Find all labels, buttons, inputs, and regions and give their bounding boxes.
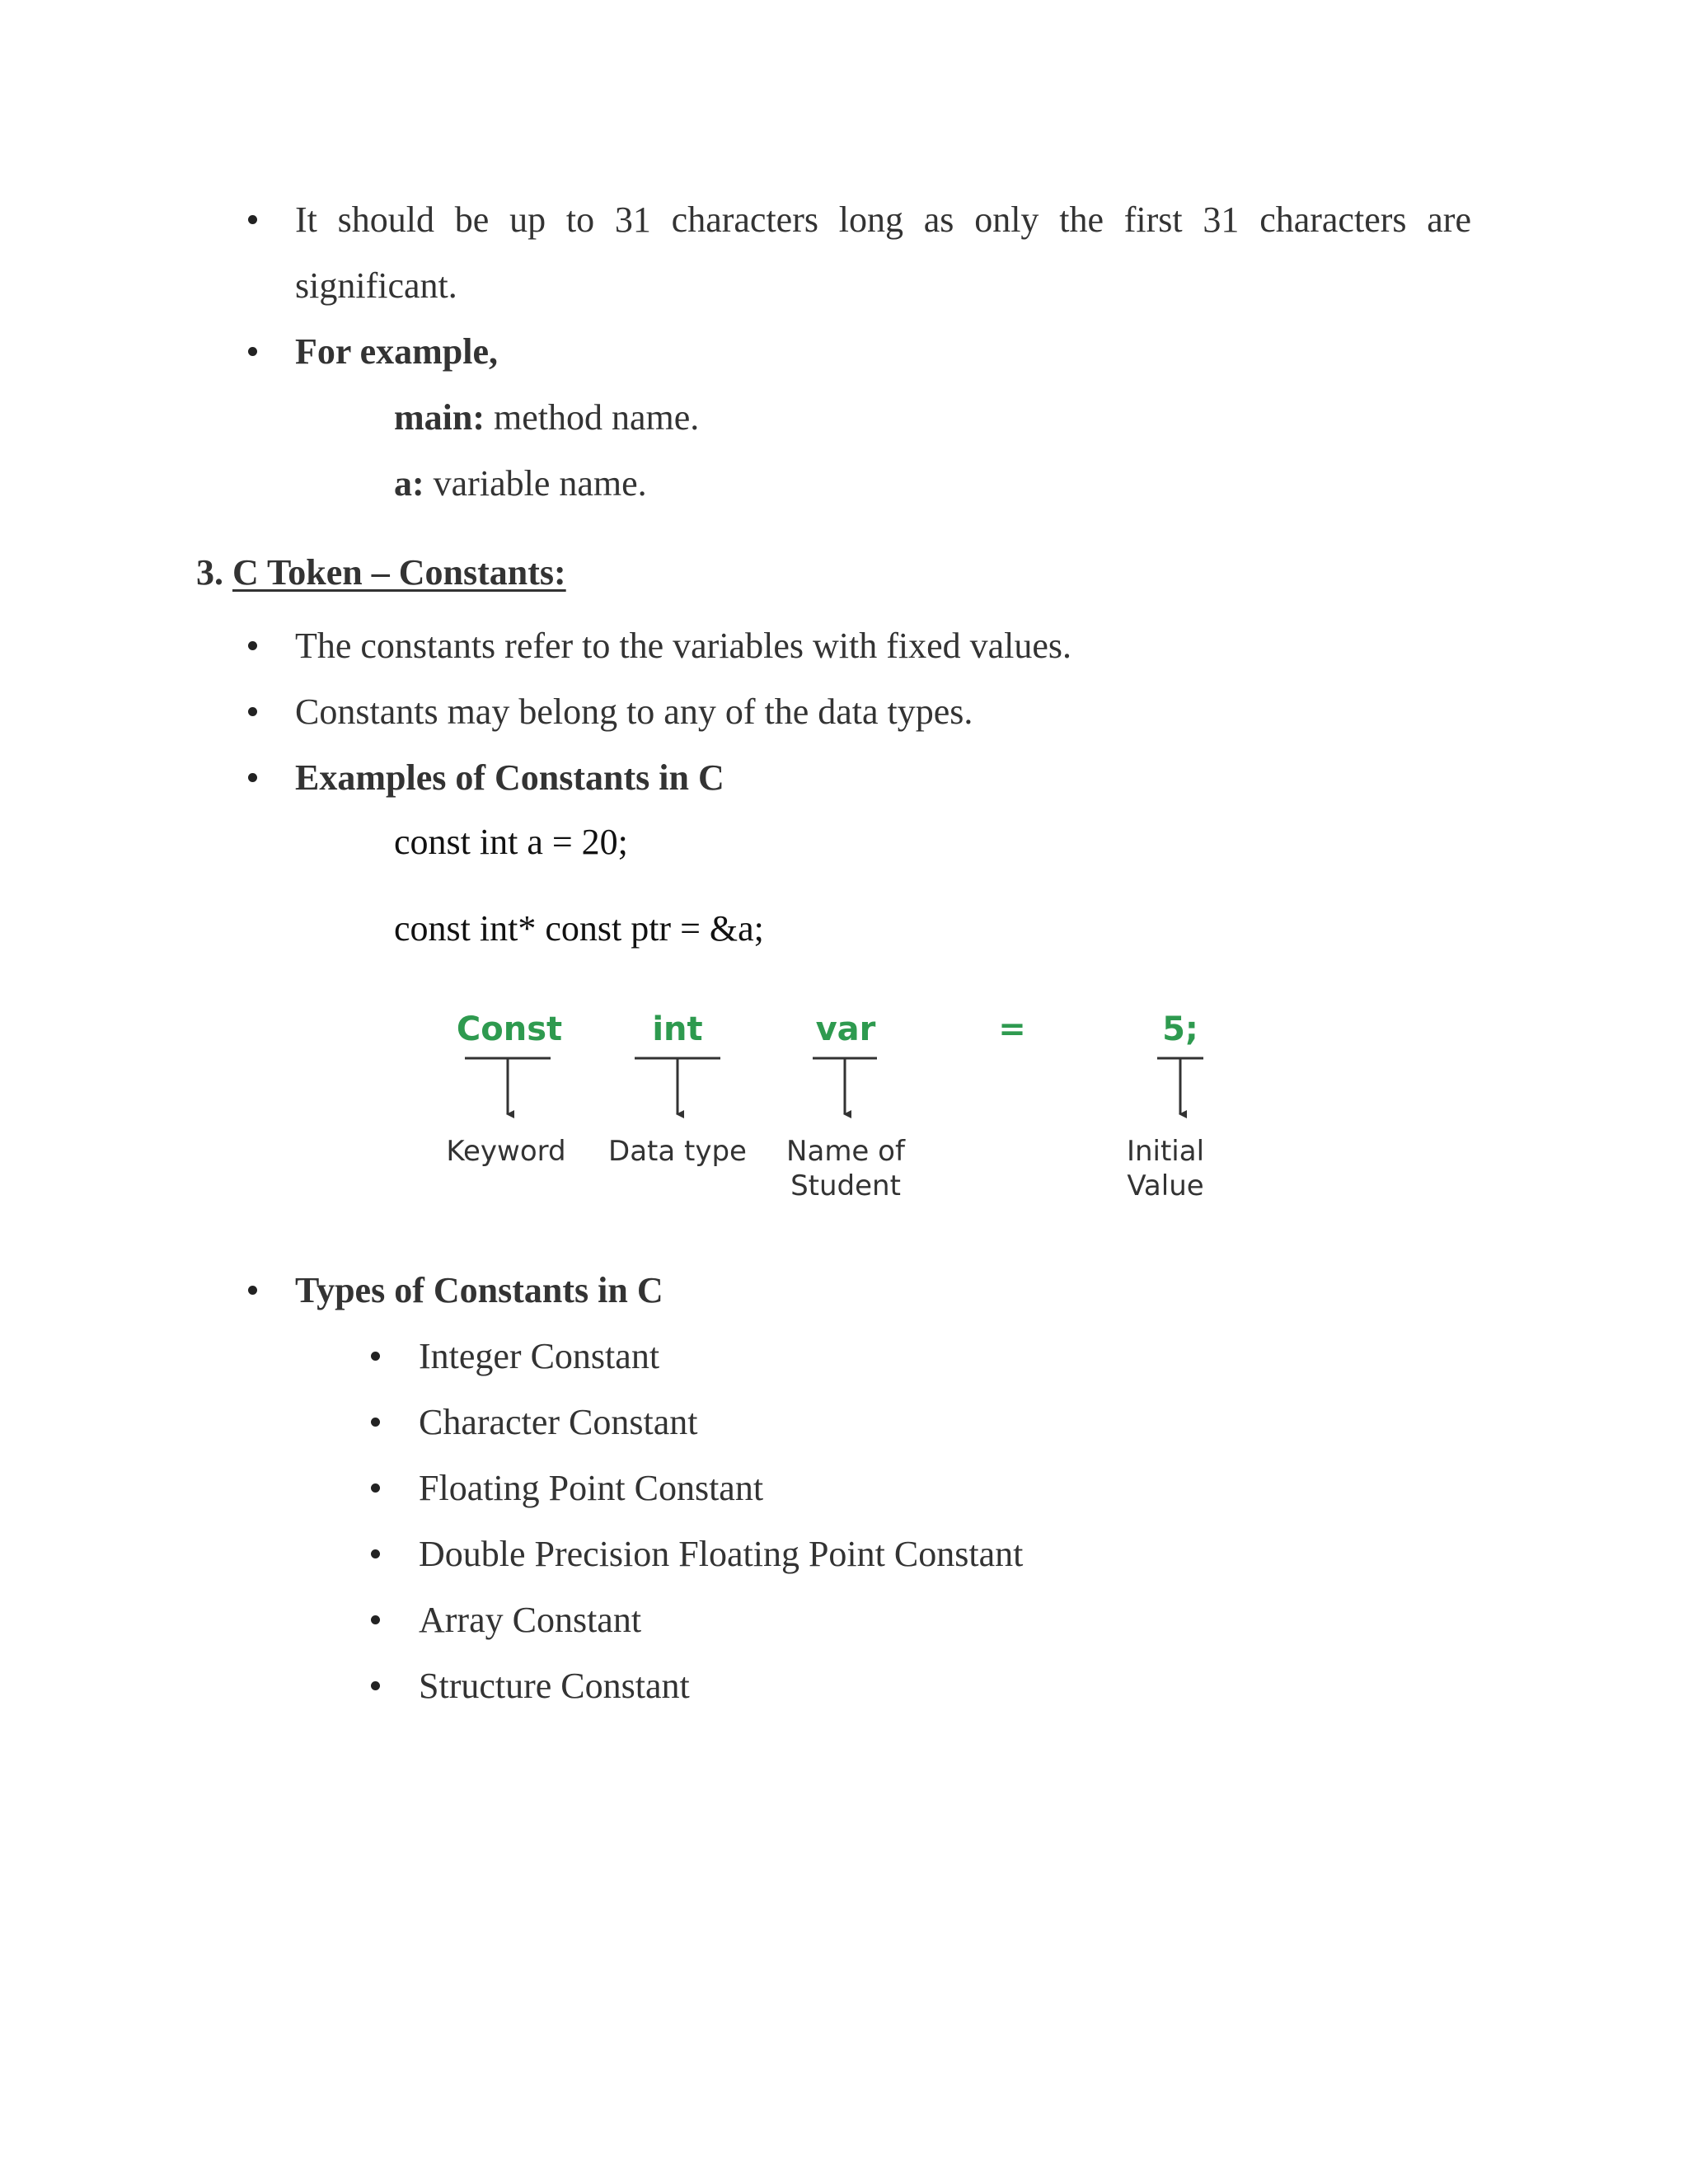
token-int: int	[652, 1010, 703, 1048]
rule-text-line2: significant.	[295, 265, 457, 306]
code-example-1: const int a = 20;	[394, 822, 628, 862]
for-example-label: For example,	[295, 331, 499, 372]
bullet	[248, 1286, 257, 1295]
example-a	[394, 463, 647, 504]
label-name-line2: Student	[790, 1169, 901, 1202]
label-keyword: Keyword	[446, 1135, 566, 1168]
bullet	[371, 1418, 380, 1427]
label-initial-line2: Value	[1127, 1169, 1204, 1202]
example-desc: method name.	[494, 397, 700, 438]
bullet	[248, 215, 257, 224]
constants-bullet-2: Constants may belong to any of the data types.	[295, 691, 973, 732]
types-heading: Types of Constants in C	[295, 1270, 663, 1310]
example-main	[394, 397, 700, 438]
section-number: 3.	[196, 552, 223, 593]
label-name-line1: Name of	[786, 1135, 905, 1168]
section-heading	[196, 552, 566, 593]
code-example-2: const int* const ptr = &a;	[394, 908, 764, 949]
type-item: Floating Point Constant	[419, 1468, 764, 1508]
bullet	[248, 707, 257, 716]
example-term: a:	[394, 463, 424, 504]
bullet	[248, 641, 257, 650]
rule-text-line1: It should be up to 31 characters long as only the first 31 characters are	[295, 199, 1471, 240]
label-initial-line1: Initial	[1126, 1135, 1205, 1168]
token-var: var	[815, 1010, 876, 1048]
bullet	[371, 1483, 380, 1493]
example-term: main:	[394, 397, 485, 438]
type-item: Structure Constant	[419, 1666, 690, 1706]
constant-declaration-diagram	[429, 989, 1236, 1236]
example-desc: variable name.	[433, 463, 647, 504]
token-value: 5;	[1162, 1010, 1198, 1048]
bullet	[371, 1352, 380, 1361]
token-equals: =	[998, 1010, 1026, 1048]
type-item: Array Constant	[419, 1600, 642, 1640]
label-data-type: Data type	[608, 1135, 747, 1168]
examples-heading: Examples of Constants in C	[295, 757, 724, 798]
type-item: Integer Constant	[419, 1336, 660, 1376]
type-item: Character Constant	[419, 1402, 698, 1442]
bullet	[371, 1681, 380, 1690]
bullet	[248, 347, 257, 356]
bullet	[371, 1615, 380, 1624]
section-title: C Token – Constants:	[232, 552, 566, 593]
bullet	[371, 1549, 380, 1558]
token-const: Const	[456, 1010, 563, 1048]
bullet	[248, 773, 257, 782]
type-item: Double Precision Floating Point Constant	[419, 1534, 1024, 1574]
constants-bullet-1: The constants refer to the variables with fixed values.	[295, 626, 1072, 666]
